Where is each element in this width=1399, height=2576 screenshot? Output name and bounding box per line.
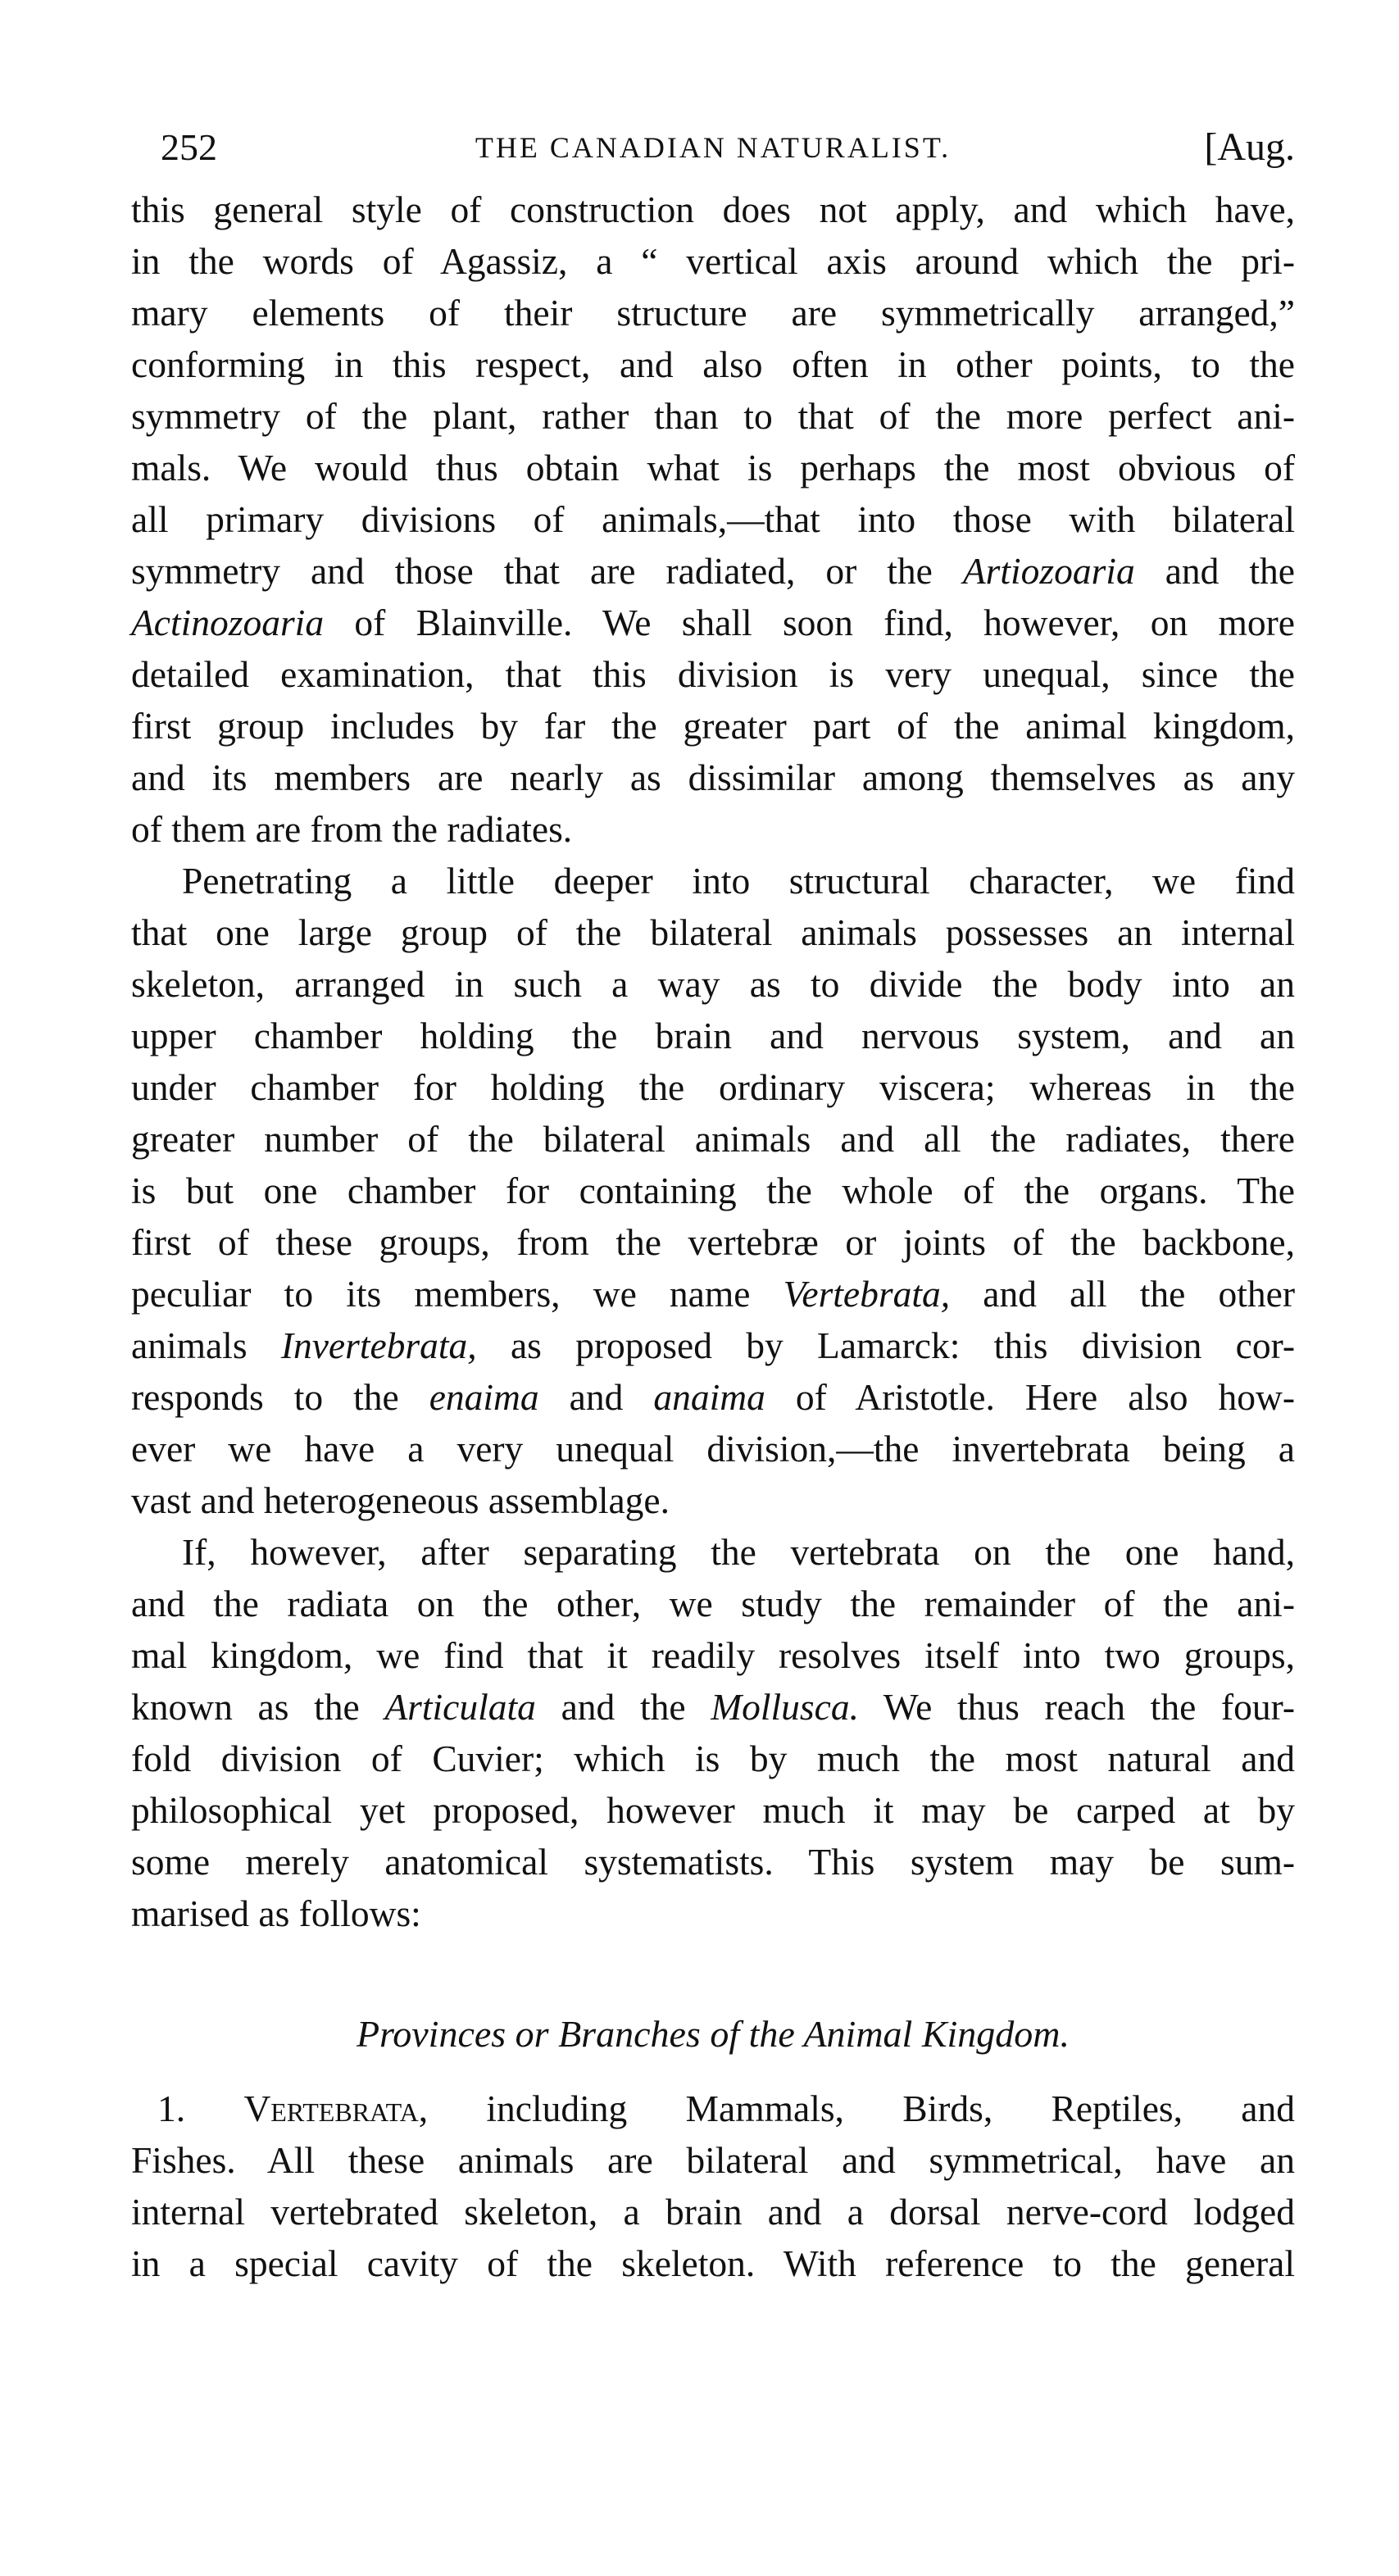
book-page [131, 123, 1295, 2289]
italic-term: Actinozoaria [131, 602, 325, 643]
text-line: in the words of Agassiz, a “ vertical axis around which the pri- [131, 240, 1295, 282]
text-line [131, 2083, 1295, 2134]
paragraph [131, 855, 1295, 1526]
text-run: symmetry and those that are radiated, or the [131, 550, 963, 592]
italic-term: Artiozoaria [962, 550, 1135, 592]
text-run: of Blainville. We shall soon find, however, on more [324, 602, 1295, 643]
italic-term: Mollusca. [711, 1686, 859, 1728]
list-term: Vertebrata, [243, 2088, 429, 2129]
text-line: vast and heterogeneous assemblage. [131, 1479, 670, 1521]
text-line: mals. We would thus obtain what is perhaps the most obvious of [131, 447, 1295, 488]
italic-term: Invertebrata, [280, 1324, 477, 1366]
text-line: detailed examination, that this division is very unequal, since the [131, 653, 1295, 695]
text-line: If, however, after separating the vertebrata on the one hand, [182, 1531, 1295, 1573]
text-line: Fishes. All these animals are bilateral and symmetrical, have an [131, 2139, 1295, 2181]
text-run: of Aristotle. Here also how- [765, 1376, 1296, 1418]
text-line [131, 545, 1295, 597]
page-number: 252 [161, 126, 217, 168]
text-line [131, 1371, 1295, 1423]
text-line: first group includes by far the greater part of the animal kingdom, [131, 705, 1295, 747]
text-run: including Mammals, Birds, Reptiles, and [428, 2088, 1295, 2129]
text-line: conforming in this respect, and also often in other points, to the [131, 343, 1295, 385]
text-line: ever we have a very unequal division,—the invertebrata being a [131, 1428, 1295, 1470]
italic-term: enaima [429, 1376, 539, 1418]
page-header [131, 123, 1295, 172]
text-line: fold division of Cuvier; which is by much the most natural and [131, 1738, 1295, 1779]
italic-term: Vertebrata, [783, 1273, 951, 1315]
text-line: and its members are nearly as dissimilar among themselves as any [131, 756, 1295, 798]
text-line: greater number of the bilateral animals and all the radiates, there [131, 1118, 1295, 1160]
text-run: and the [1134, 550, 1295, 592]
text-line: skeleton, arranged in such a way as to divide the body into an [131, 963, 1295, 1005]
text-line: under chamber for holding the ordinary viscera; whereas in the [131, 1066, 1295, 1108]
text-line [131, 1268, 1295, 1320]
text-line [131, 597, 1295, 648]
italic-term: anaima [653, 1376, 765, 1418]
text-line [131, 1320, 1295, 1371]
text-run: known as the [131, 1686, 385, 1728]
text-run: responds to the [131, 1376, 429, 1418]
text-line: upper chamber holding the brain and nervous system, and an [131, 1015, 1295, 1056]
text-line [131, 1681, 1295, 1733]
text-run: and [538, 1376, 654, 1418]
text-line: that one large group of the bilateral animals possesses an internal [131, 911, 1295, 953]
text-run: animals [131, 1324, 281, 1366]
text-run: and all the other [950, 1273, 1295, 1315]
text-line: in a special cavity of the skeleton. With reference to the general [131, 2242, 1295, 2284]
text-run: peculiar to its members, we name [131, 1273, 784, 1315]
text-run: We thus reach the four- [858, 1686, 1295, 1728]
text-line: is but one chamber for containing the whole of the organs. The [131, 1170, 1295, 1211]
paragraph [131, 1526, 1295, 1939]
text-line: internal vertebrated skeleton, a brain and a dorsal nerve-cord lodged [131, 2191, 1295, 2233]
paragraph [131, 184, 1295, 855]
text-line: and the radiata on the other, we study the remainder of the ani- [131, 1583, 1295, 1624]
running-title: THE CANADIAN NATURALIST. [475, 131, 952, 164]
text-line: this general style of construction does not apply, and which have, [131, 189, 1295, 230]
list-number: 1. [157, 2088, 186, 2129]
text-line: mal kingdom, we find that it readily resolves itself into two groups, [131, 1634, 1295, 1676]
text-run: as proposed by Lamarck: this division cor- [476, 1324, 1295, 1366]
section-heading: Provinces or Branches of the Animal Kingdom. [356, 2013, 1070, 2055]
date-mark: [Aug. [1204, 125, 1295, 169]
text-line: symmetry of the plant, rather than to that of the more perfect ani- [131, 395, 1295, 437]
italic-term: Articulata [384, 1686, 536, 1728]
text-line: of them are from the radiates. [131, 808, 573, 850]
text-line: all primary divisions of animals,—that into those with bilateral [131, 498, 1295, 540]
text-line: philosophical yet proposed, however much it may be carped at by [131, 1789, 1295, 1831]
text-line: mary elements of their structure are symmetrically arranged,” [131, 292, 1295, 334]
text-run: and the [535, 1686, 711, 1728]
list-item [131, 2083, 1295, 2289]
text-line: some merely anatomical systematists. This system may be sum- [131, 1841, 1295, 1883]
body-text [131, 184, 1295, 2289]
text-line: first of these groups, from the vertebræ or joints of the backbone, [131, 1221, 1295, 1263]
text-line: Penetrating a little deeper into structural character, we find [182, 860, 1295, 902]
text-line: marised as follows: [131, 1892, 421, 1934]
